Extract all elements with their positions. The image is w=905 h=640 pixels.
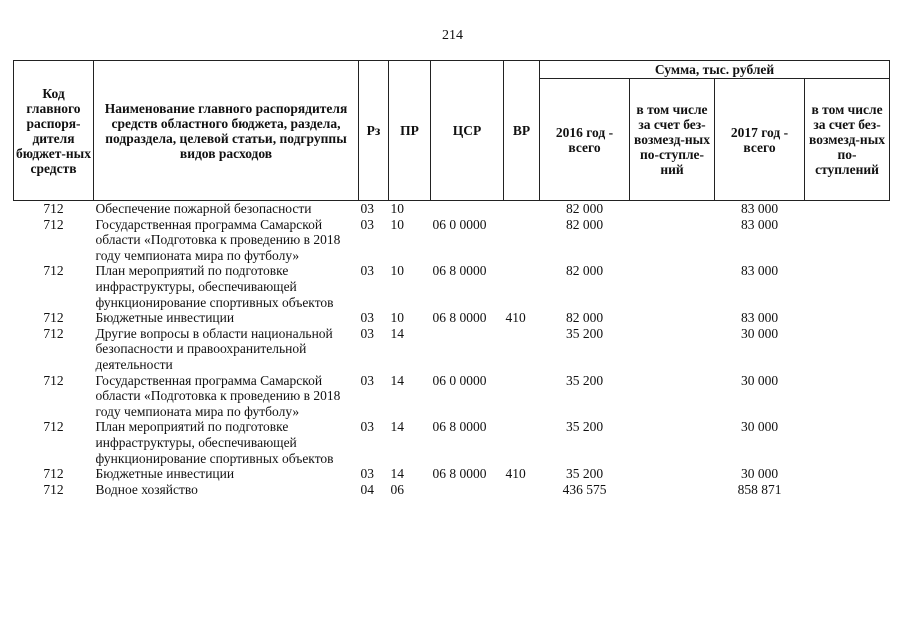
cell-code: 712 [43,201,64,216]
cell-csr [431,326,504,373]
cell-code: 712 [43,263,64,279]
cell-2017-grants [805,326,890,373]
cell-name: Водное хозяйство [95,481,198,497]
cell-rz: 03 [360,419,374,435]
cell-2017-total: 30 000 [740,325,779,341]
header-2016-grants: в том числе за счет без-возмезд-ных по-ступле-ний [630,79,715,201]
table-row [14,310,890,326]
cell-pr: 06 [390,481,404,497]
cell-name: Обеспечение пожарной безопасности [95,201,312,216]
cell-pr: 10 [390,263,404,279]
cell-csr: 06 8 0000 [432,466,487,482]
cell-2017-total: 30 000 [740,419,779,435]
cell-csr [431,201,504,217]
cell-csr: 06 8 0000 [432,310,487,326]
table-row [14,217,890,264]
cell-2016-total: 35 200 [565,419,604,435]
cell-vr [504,482,540,498]
cell-2017-total: 30 000 [740,466,779,482]
cell-pr: 10 [390,201,404,216]
cell-2016-grants [630,419,715,466]
cell-2016-grants [630,326,715,373]
cell-csr: 06 0 0000 [432,372,487,388]
header-code: Код главного распоря-дителя бюджет-ных средств [14,61,94,201]
cell-pr: 10 [390,310,404,326]
cell-rz: 03 [360,325,374,341]
header-sum-group: Сумма, тыс. рублей [540,61,890,79]
cell-vr [504,263,540,310]
cell-2017-grants [805,201,890,217]
cell-vr [504,419,540,466]
cell-name: Государственная программа Самарской области «Подготовка к проведению в 2018 году чемпионата мира по футболу» [95,372,341,419]
header-2017-total: 2017 год - всего [715,79,805,201]
cell-pr: 10 [390,216,404,232]
cell-code: 712 [43,419,64,435]
cell-2016-grants [630,263,715,310]
cell-vr [504,326,540,373]
cell-name: План мероприятий по подготовке инфраструктуры, обеспечивающей функционирование спортивных объектов [95,419,334,466]
cell-2017-total: 30 000 [740,372,779,388]
cell-rz: 03 [360,201,374,216]
table-body [14,201,890,498]
cell-2016-total: 82 000 [565,310,604,326]
cell-2016-grants [630,466,715,482]
header-pr: ПР [389,61,431,201]
cell-code: 712 [43,216,64,232]
cell-name: Бюджетные инвестиции [95,466,235,482]
table-row [14,419,890,466]
cell-2017-total: 83 000 [740,201,779,216]
header-2016-total: 2016 год - всего [540,79,630,201]
cell-csr [431,482,504,498]
cell-2016-grants [630,482,715,498]
cell-pr: 14 [390,372,404,388]
cell-2016-total: 82 000 [565,201,604,216]
cell-code: 712 [43,325,64,341]
cell-2016-grants [630,217,715,264]
page-number: 214 [442,28,463,43]
cell-2017-total: 83 000 [740,310,779,326]
cell-pr: 14 [390,325,404,341]
cell-code: 712 [43,466,64,482]
cell-2016-grants [630,201,715,217]
cell-2017-grants [805,217,890,264]
cell-2017-total: 83 000 [740,216,779,232]
cell-name: План мероприятий по подготовке инфраструктуры, обеспечивающей функционирование спортивных объектов [95,263,334,310]
cell-vr [504,373,540,420]
cell-2017-grants [805,263,890,310]
cell-rz: 04 [360,481,374,497]
cell-2017-grants [805,310,890,326]
cell-name: Бюджетные инвестиции [95,310,235,326]
cell-2017-total: 858 871 [737,481,782,497]
cell-vr: 410 [505,310,526,326]
table-row [14,373,890,420]
cell-2016-total: 82 000 [565,263,604,279]
cell-2016-total: 35 200 [565,325,604,341]
cell-vr: 410 [505,466,526,482]
cell-code: 712 [43,481,64,497]
cell-code: 712 [43,372,64,388]
table-row [14,326,890,373]
cell-pr: 14 [390,419,404,435]
cell-name: Государственная программа Самарской области «Подготовка к проведению в 2018 году чемпионата мира по футболу» [95,216,341,263]
cell-rz: 03 [360,263,374,279]
cell-rz: 03 [360,466,374,482]
cell-2016-grants [630,373,715,420]
header-name: Наименование главного распорядителя средств областного бюджета, раздела, подраздела, целевой статьи, подгруппы видов расходов [94,61,359,201]
cell-csr: 06 0 0000 [432,216,487,232]
cell-rz: 03 [360,372,374,388]
cell-2017-grants [805,373,890,420]
cell-vr [504,201,540,217]
cell-csr: 06 8 0000 [432,263,487,279]
table-row [14,482,890,498]
cell-2017-grants [805,482,890,498]
table-header [14,61,890,201]
cell-code: 712 [43,310,64,326]
cell-csr: 06 8 0000 [432,419,487,435]
budget-table [13,60,890,497]
header-rz: Рз [359,61,389,201]
cell-2016-total: 35 200 [565,466,604,482]
cell-2016-total: 82 000 [565,216,604,232]
header-csr: ЦСР [431,61,504,201]
table-row [14,466,890,482]
cell-2017-grants [805,466,890,482]
cell-2016-grants [630,310,715,326]
header-vr: ВР [504,61,540,201]
header-2017-grants: в том числе за счет без-возмезд-ных по-ступлений [805,79,890,201]
cell-vr [504,217,540,264]
cell-2016-total: 35 200 [565,372,604,388]
cell-pr: 14 [390,466,404,482]
table-row [14,263,890,310]
cell-rz: 03 [360,216,374,232]
cell-name: Другие вопросы в области национальной безопасности и правоохранительной деятельности [95,325,333,372]
cell-2017-grants [805,419,890,466]
table-row [14,201,890,217]
cell-2016-total: 436 575 [562,481,607,497]
cell-rz: 03 [360,310,374,326]
cell-2017-total: 83 000 [740,263,779,279]
